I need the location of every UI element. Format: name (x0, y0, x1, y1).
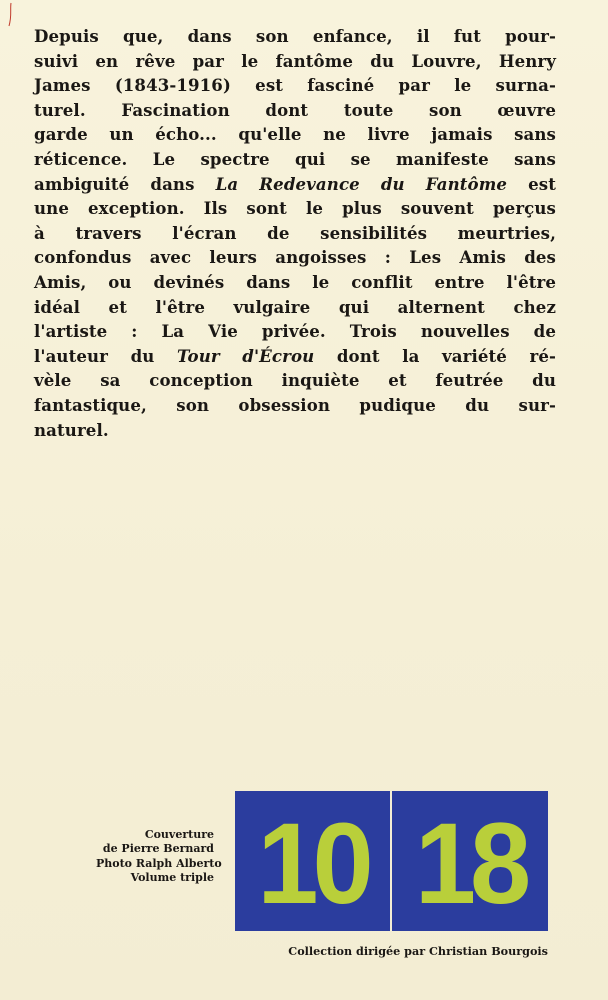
logo-number-10: 10 (257, 798, 368, 929)
publisher-logo-10-18 (235, 791, 548, 931)
blurb-fragment: est (528, 173, 556, 194)
blurb-line: une exception. Ils sont le plus souvent perçus (34, 198, 556, 219)
title-tour-d-ecrou: Tour d'Écrou (177, 345, 315, 366)
blurb-line: suivi en rêve par le fantôme du Louvre, Henry (34, 50, 556, 71)
credit-line: Volume triple (130, 871, 214, 885)
blurb-line: James (1843-1916) est fasciné par le surna- (34, 75, 556, 96)
blurb-line: naturel. (34, 419, 109, 440)
blurb-line: fantastique, son obsession pudique du sur- (34, 394, 556, 415)
cover-credits (96, 828, 222, 886)
logo-box-left (235, 791, 390, 931)
blurb-text (34, 24, 556, 442)
blurb-line: idéal et l'être vulgaire qui alternent chez (34, 296, 556, 317)
logo-box-right (392, 791, 548, 931)
blurb-line: réticence. Le spectre qui se manifeste sans (34, 148, 556, 169)
credit-line: Couverture (144, 828, 214, 841)
blurb-fragment: dont la variété ré- (336, 345, 556, 366)
blurb-line (34, 344, 556, 369)
blurb-line: vèle sa conception inquiète et feutrée du (34, 370, 556, 391)
blurb-line: garde un écho... qu'elle ne livre jamais sans (34, 124, 556, 145)
logo-number-18: 18 (414, 798, 526, 929)
blurb-line: Depuis que, dans son enfance, il fut pour- (34, 26, 556, 46)
credit-line: Photo Ralph Alberto (96, 856, 222, 870)
blurb-line: à travers l'écran de sensibilités meurtries, (34, 222, 556, 243)
credit-line: de Pierre Bernard (102, 842, 214, 856)
blurb-fragment: l'auteur du (34, 345, 155, 366)
blurb-line: l'artiste : La Vie privée. Trois nouvelles de (34, 321, 556, 342)
blurb-line (34, 172, 556, 197)
blurb-line: confondus avec leurs angoisses : Les Amis des (34, 247, 556, 268)
blurb-line: Amis, ou devinés dans le conflit entre l'être (34, 271, 556, 292)
edge-mark-icon (4, 2, 14, 28)
collection-editor-line: Collection dirigée par Christian Bourgois (288, 944, 548, 958)
title-redevance-du-fantome: La Redevance du Fantôme (215, 173, 508, 194)
blurb-line: turel. Fascination dont toute son œuvre (34, 99, 556, 120)
blurb-fragment: ambiguité dans (34, 173, 195, 194)
